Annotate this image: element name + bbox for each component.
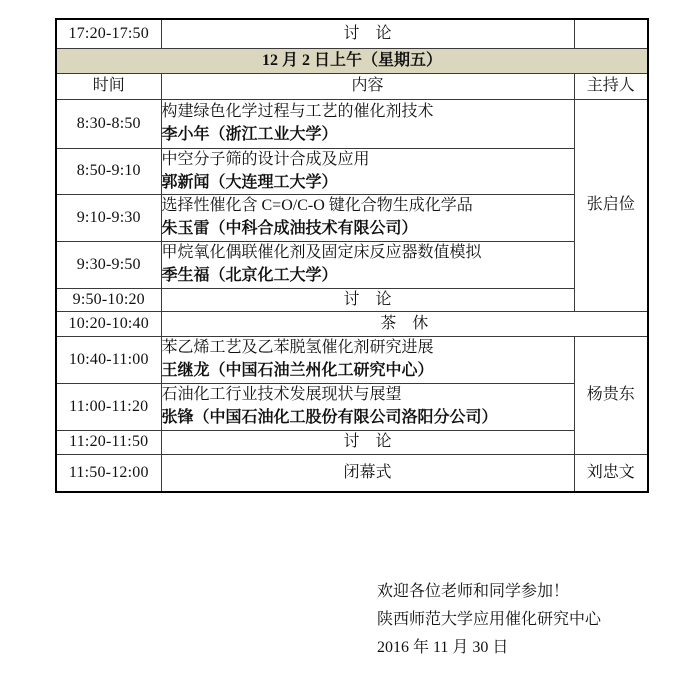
- table-row-session: [56, 194, 648, 241]
- table-row-closing: [56, 454, 648, 492]
- talk-title: 甲烷氧化偶联催化剂及固定床反应器数值模拟: [161, 244, 482, 261]
- talk-title: 石油化工行业技术发展现状与展望: [161, 386, 402, 403]
- date-band: 12 月 2 日上午（星期五）: [56, 48, 648, 73]
- session-time: 8:50-9:10: [56, 148, 161, 194]
- moderator-cell: 张启俭: [574, 99, 648, 311]
- table-row-discussion: [56, 288, 648, 311]
- session-content: [161, 148, 574, 194]
- column-header-time: 时间: [56, 73, 161, 99]
- session-time: 11:20-11:50: [56, 430, 161, 454]
- session-time: 8:30-8:50: [56, 99, 161, 148]
- talk-speaker: 朱玉雷（中科合成油技术有限公司）: [161, 220, 418, 237]
- table-row-headers: [56, 73, 648, 99]
- session-content: [161, 241, 574, 288]
- session-activity: 讨 论: [161, 288, 574, 311]
- moderator-cell-empty: [574, 19, 648, 48]
- session-activity: 讨 论: [161, 19, 574, 48]
- session-content: [161, 383, 574, 430]
- session-content: [161, 336, 574, 383]
- session-content: [161, 194, 574, 241]
- welcome-line: 欢迎各位老师和同学参加！: [377, 583, 570, 600]
- table-row-tea-break: [56, 311, 648, 336]
- session-time: 11:00-11:20: [56, 383, 161, 430]
- table-row-session: [56, 336, 648, 383]
- table-row-session: [56, 99, 648, 148]
- talk-speaker: 张锋（中国石油化工股份有限公司洛阳分公司）: [161, 409, 498, 426]
- session-time: 9:10-9:30: [56, 194, 161, 241]
- talk-title: 苯乙烯工艺及乙苯脱氢催化剂研究进展: [161, 339, 434, 356]
- talk-speaker: 季生福（北京化工大学）: [161, 267, 338, 284]
- talk-title: 中空分子筛的设计合成及应用: [161, 150, 370, 168]
- session-activity: 讨 论: [161, 430, 574, 454]
- session-time: 11:50-12:00: [56, 454, 161, 492]
- moderator-cell: 杨贵东: [574, 336, 648, 454]
- column-header-moderator: 主持人: [574, 73, 648, 99]
- organizer-line: 陕西师范大学应用催化研究中心: [377, 611, 602, 628]
- session-time: 10:40-11:00: [56, 336, 161, 383]
- talk-speaker: 李小年（浙江工业大学）: [161, 126, 338, 143]
- talk-speaker: 郭新闻（大连理工大学）: [161, 173, 338, 191]
- moderator-cell: 刘忠文: [574, 454, 648, 492]
- session-time: 17:20-17:50: [56, 19, 161, 48]
- session-activity: 茶 休: [161, 311, 648, 336]
- table-row-discussion: [56, 430, 648, 454]
- table-row-session: [56, 383, 648, 430]
- closing-remarks: [377, 578, 601, 662]
- date-line: 2016 年 11 月 30 日: [377, 639, 509, 656]
- session-time: 9:30-9:50: [56, 241, 161, 288]
- talk-speaker: 王继龙（中国石油兰州化工研究中心）: [161, 362, 434, 379]
- session-activity: 闭幕式: [161, 454, 574, 492]
- table-row-date-band: [56, 48, 648, 73]
- session-time: 9:50-10:20: [56, 288, 161, 311]
- table-row-session: [56, 148, 648, 194]
- table-row-session: [56, 241, 648, 288]
- session-time: 10:20-10:40: [56, 311, 161, 336]
- column-header-content: 内容: [161, 73, 574, 99]
- session-content: [161, 99, 574, 148]
- table-row-continuation: [56, 19, 648, 48]
- talk-title: 选择性催化含 C=O/C-O 键化合物生成化学品: [161, 197, 473, 214]
- talk-title: 构建绿色化学过程与工艺的催化剂技术: [161, 103, 434, 120]
- conference-schedule-table: [55, 18, 649, 493]
